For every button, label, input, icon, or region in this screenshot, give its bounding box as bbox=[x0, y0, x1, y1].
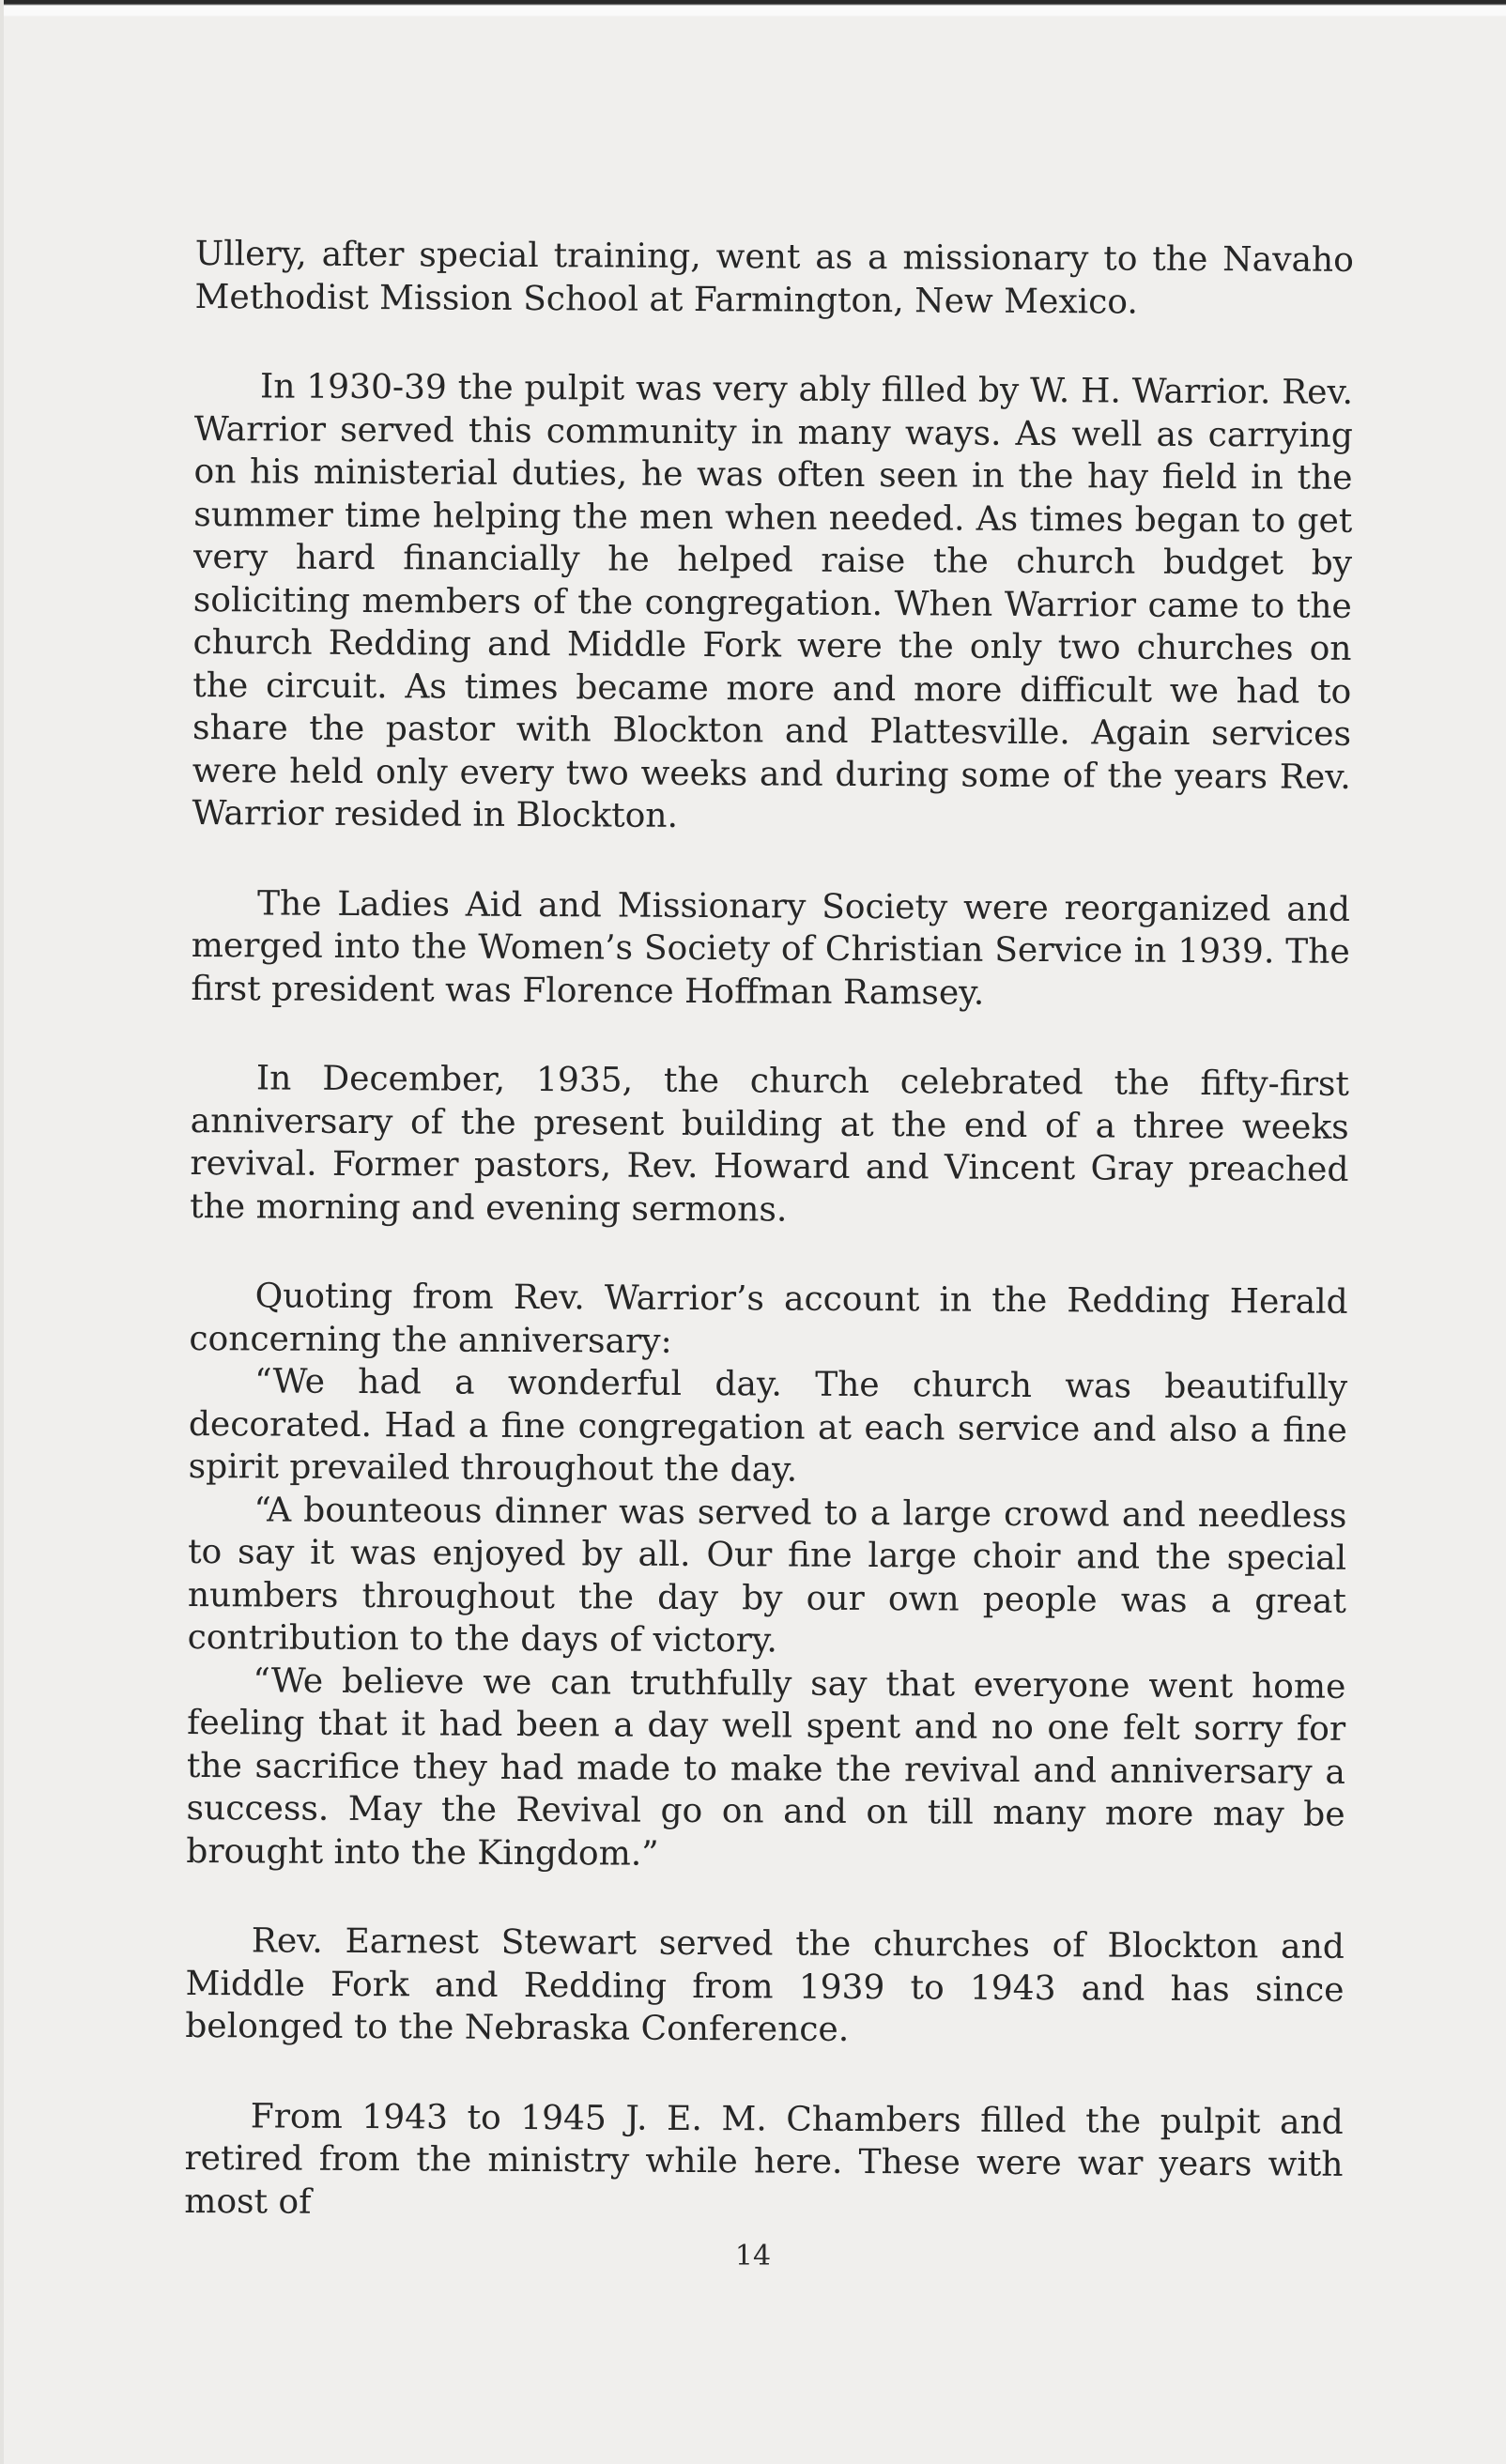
paragraph-ullery: Ullery, after special training, went as a missionary to the Navaho Methodist Mission School at Farmington, New Mexico. bbox=[194, 234, 1354, 322]
paragraph-warrior: In 1930-39 the pulpit was very ably filled by W. H. Warrior. Rev. Warrior served this community in many ways. As well as carrying on his ministerial duties, he was often seen in the hay field in the summer time helping the men when needed. As times began to get very hard financially he helped raise the church budget by soliciting members of the congregation. When Warrior came to the church Redding and Middle Fork were the only two churches on the circuit. As times became more and more difficult we had to share the pastor with Blockton and Plattesville. Again services were held only every two weeks and during some of the years Rev. Warrior resided in Blockton. bbox=[192, 367, 1354, 835]
paragraph-stewart: Rev. Earnest Stewart served the churches of Blockton and Middle Fork and Redding from 1939 to 1943 and has since belonged to the Nebraska Conference. bbox=[185, 1921, 1345, 2049]
quote-wonderful-day: “We had a wonderful day. The church was beautifully decorated. Had a fine congregation at each service and also a fine spirit prevailed throughout the day. bbox=[188, 1362, 1348, 1490]
paragraph-anniversary: In December, 1935, the church celebrated the fifty-first anniversary of the present building at the end of a three weeks revival. Former pastors, Rev. Howard and Vincent Gray preached the morning and evening sermons. bbox=[190, 1059, 1350, 1230]
page-left-edge bbox=[0, 0, 4, 2464]
page-number: 14 bbox=[734, 2240, 772, 2273]
paragraph-ladies-aid: The Ladies Aid and Missionary Society were reorganized and merged into the Women’s Society of Christian Service in 1939. The first president was Florence Hoffman Ramsey. bbox=[191, 883, 1351, 1013]
page-top-edge bbox=[0, 0, 1506, 17]
body-text bbox=[184, 233, 1354, 2276]
paragraph-quote-intro: Quoting from Rev. Warrior’s account in the Redding Herald concerning the anniversary: bbox=[189, 1277, 1348, 1361]
quote-believe: “We believe we can truthfully say that everyone went home feeling that it had been a day well spent and no one felt sorry for the sacrifice they had made to make the revival and anniversary a success. May the Revival go on and on till many more may be brought into the Kingdom.” bbox=[186, 1661, 1346, 1874]
paragraph-chambers: From 1943 to 1945 J. E. M. Chambers filled the pulpit and retired from the ministry while here. These were war years with most of bbox=[184, 2096, 1344, 2222]
quote-dinner: “A bounteous dinner was served to a large crowd and needless to say it was enjoyed by all. Our fine large choir and the special numbers throughout the day by our own people was a great contribution to the days of victory. bbox=[187, 1490, 1347, 1661]
